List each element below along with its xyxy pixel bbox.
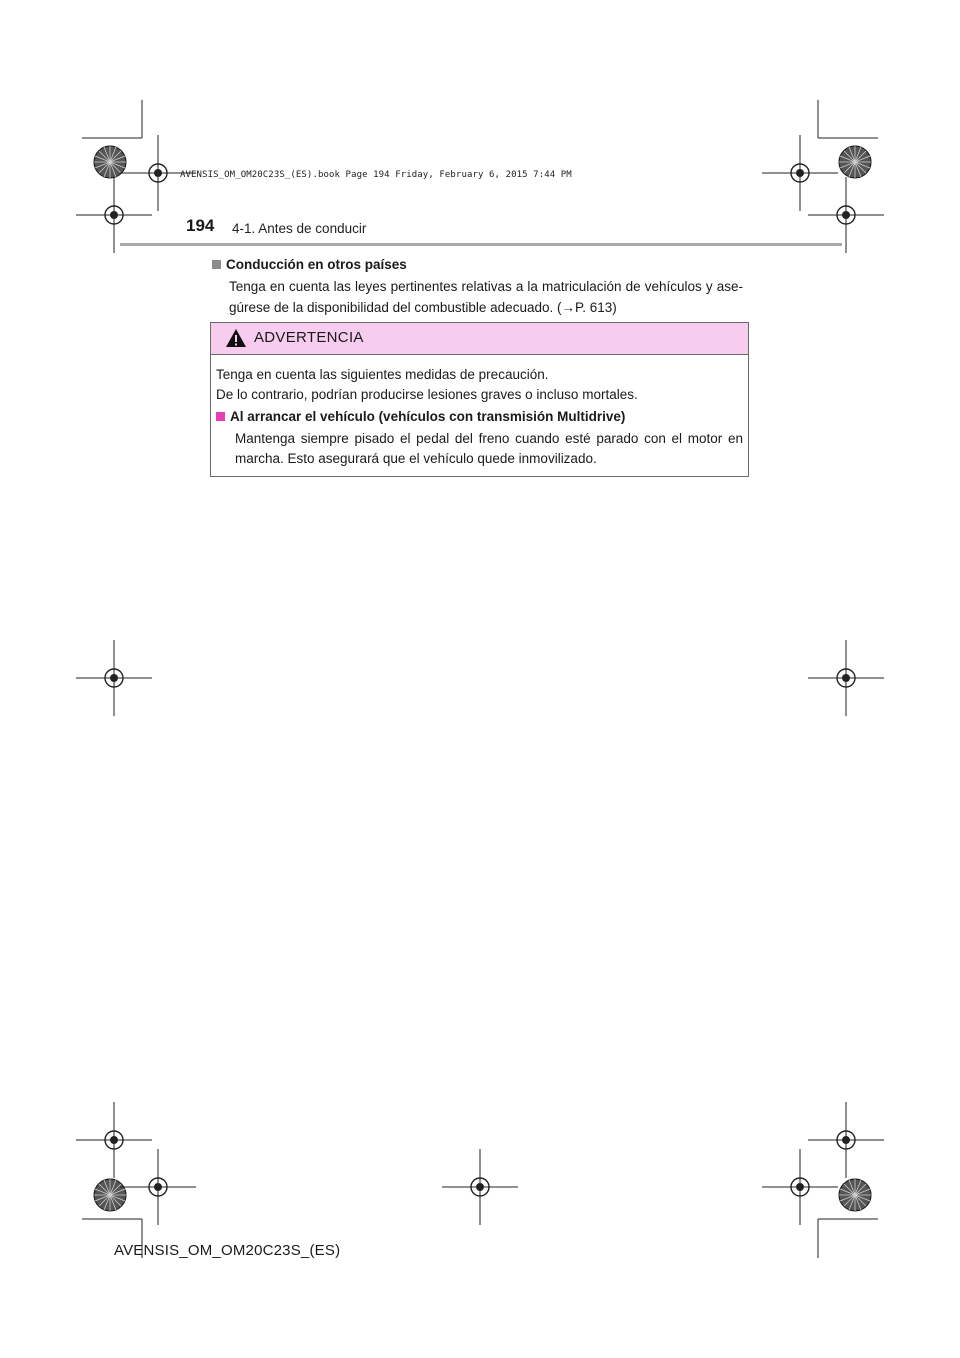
crosshair-mark <box>76 1102 152 1178</box>
warning-body <box>211 355 748 469</box>
crosshair-mark <box>76 640 152 716</box>
warning-box <box>210 322 749 477</box>
sub-heading-text: Conducción en otros países <box>226 257 407 272</box>
warning-intro-line: Tenga en cuenta las siguientes medidas de precaución. <box>216 367 549 382</box>
warning-header <box>211 323 748 355</box>
crosshair-mark <box>808 177 884 253</box>
warning-subheading <box>216 407 743 427</box>
crosshair-mark <box>76 177 152 253</box>
star-mark-bottom-left <box>94 1179 126 1211</box>
print-header: AVENSIS_OM_OM20C23S_(ES).book Page 194 Friday, February 6, 2015 7:44 PM <box>180 170 572 180</box>
crosshair-mark <box>762 135 838 211</box>
crosshair-mark <box>808 1102 884 1178</box>
star-mark-bottom-right <box>839 1179 871 1211</box>
warning-paragraph: Mantenga siempre pisado el pedal del freno cuando esté parado con el motor en marcha. Esto asegurará que el vehículo quede inmovilizado. <box>235 431 743 466</box>
sub-heading <box>212 257 407 272</box>
crosshair-mark <box>120 1149 196 1225</box>
warning-intro-line: De lo contrario, podrían producirse lesiones graves o incluso mortales. <box>216 387 638 402</box>
crosshair-mark <box>762 1149 838 1225</box>
warning-triangle-icon <box>225 328 247 348</box>
crosshair-mark <box>808 640 884 716</box>
header-rule <box>120 243 842 246</box>
body-paragraph: Tenga en cuenta las leyes pertinentes relativas a la matriculación de vehículos y ase-gúrese de la disponibilidad del combustible adecuado. (→P. 613) <box>229 279 743 315</box>
square-bullet-icon <box>216 412 225 421</box>
square-bullet-icon <box>212 260 221 269</box>
section-title: 4-1. Antes de conducir <box>232 221 367 236</box>
star-mark-top-right <box>839 146 871 178</box>
warning-title: ADVERTENCIA <box>254 329 364 346</box>
footer-code: AVENSIS_OM_OM20C23S_(ES) <box>114 1242 341 1259</box>
page-number: 194 <box>186 216 215 235</box>
crosshair-mark <box>442 1149 518 1225</box>
warning-subheading-text: Al arrancar el vehículo (vehículos con transmisión Multidrive) <box>230 409 626 424</box>
